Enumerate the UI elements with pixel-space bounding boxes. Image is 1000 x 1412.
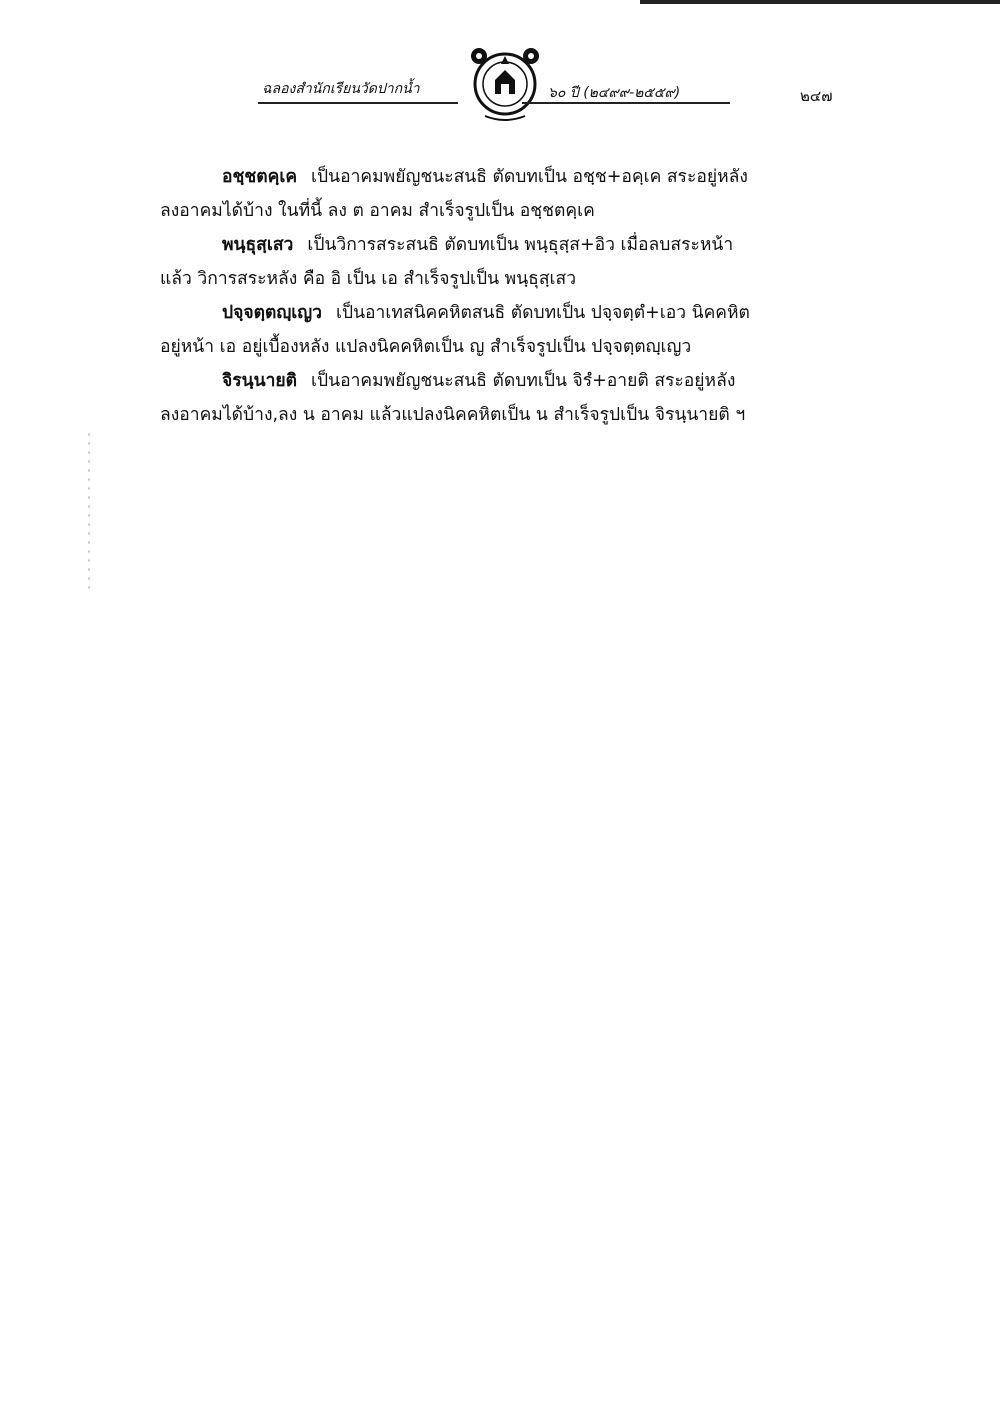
anniversary-text: ๖๐ ปี (๒๔๙๙-๒๕๕๙) bbox=[548, 85, 681, 101]
entry-item bbox=[160, 160, 840, 228]
entry-line1-text: เป็นอาคมพยัญชนะสนธิ ตัดบทเป็น อชฺช+อคฺเค สระอยู่หลัง bbox=[311, 167, 748, 187]
entry-term: พนฺธุสฺเสว bbox=[222, 235, 294, 255]
entry-first-line bbox=[160, 228, 840, 262]
anniversary-underline bbox=[522, 102, 730, 104]
entry-line2-text: ลงอาคมได้บ้าง,ลง น อาคม แล้วแปลงนิคคหิตเป็น น สำเร็จรูปเป็น จิรนฺนายติ ฯ bbox=[160, 405, 746, 425]
top-edge-rule bbox=[640, 0, 1000, 4]
entry-line1-text: เป็นอาเทสนิคคหิตสนธิ ตัดบทเป็น ปจฺจตฺตํ+เอว นิคคหิต bbox=[335, 303, 750, 323]
entry-term: อชฺชตคฺเค bbox=[222, 167, 298, 187]
entry-item bbox=[160, 228, 840, 296]
entry-item bbox=[160, 364, 840, 432]
running-title-underline bbox=[258, 102, 458, 104]
scan-margin-dots bbox=[88, 430, 90, 590]
entry-term: จิรนฺนายติ bbox=[222, 371, 298, 391]
page-number: ๒๔๗ bbox=[800, 87, 833, 105]
entry-line1-text: เป็นวิการสระสนธิ ตัดบทเป็น พนฺธุสฺส+อิว เมื่อลบสระหน้า bbox=[307, 235, 734, 255]
entry-first-line bbox=[160, 160, 840, 194]
entry-item bbox=[160, 296, 840, 364]
entry-line2-text: อยู่หน้า เอ อยู่เบื้องหลัง แปลงนิคคหิตเป็น ญ สำเร็จรูปเป็น ปจฺจตฺตญฺเญว bbox=[160, 337, 692, 357]
entry-term: ปจฺจตฺตญฺเญว bbox=[222, 303, 322, 323]
entry-line2-text: ลงอาคมได้บ้าง ในที่นี้ ลง ต อาคม สำเร็จรูปเป็น อชฺชตคฺเค bbox=[160, 201, 595, 221]
main-text bbox=[160, 160, 840, 432]
entry-first-line bbox=[160, 364, 840, 398]
temple-seal-logo bbox=[465, 42, 545, 126]
entry-line2-text: แล้ว วิการสระหลัง คือ อิ เป็น เอ สำเร็จรูปเป็น พนฺธุสฺเสว bbox=[160, 269, 577, 289]
entry-line1-text: เป็นอาคมพยัญชนะสนธิ ตัดบทเป็น จิรํ+อายติ สระอยู่หลัง bbox=[311, 371, 736, 391]
running-title: ฉลองสำนักเรียนวัดปากน้ำ bbox=[262, 81, 420, 97]
entry-first-line bbox=[160, 296, 840, 330]
page-header bbox=[0, 40, 1000, 130]
